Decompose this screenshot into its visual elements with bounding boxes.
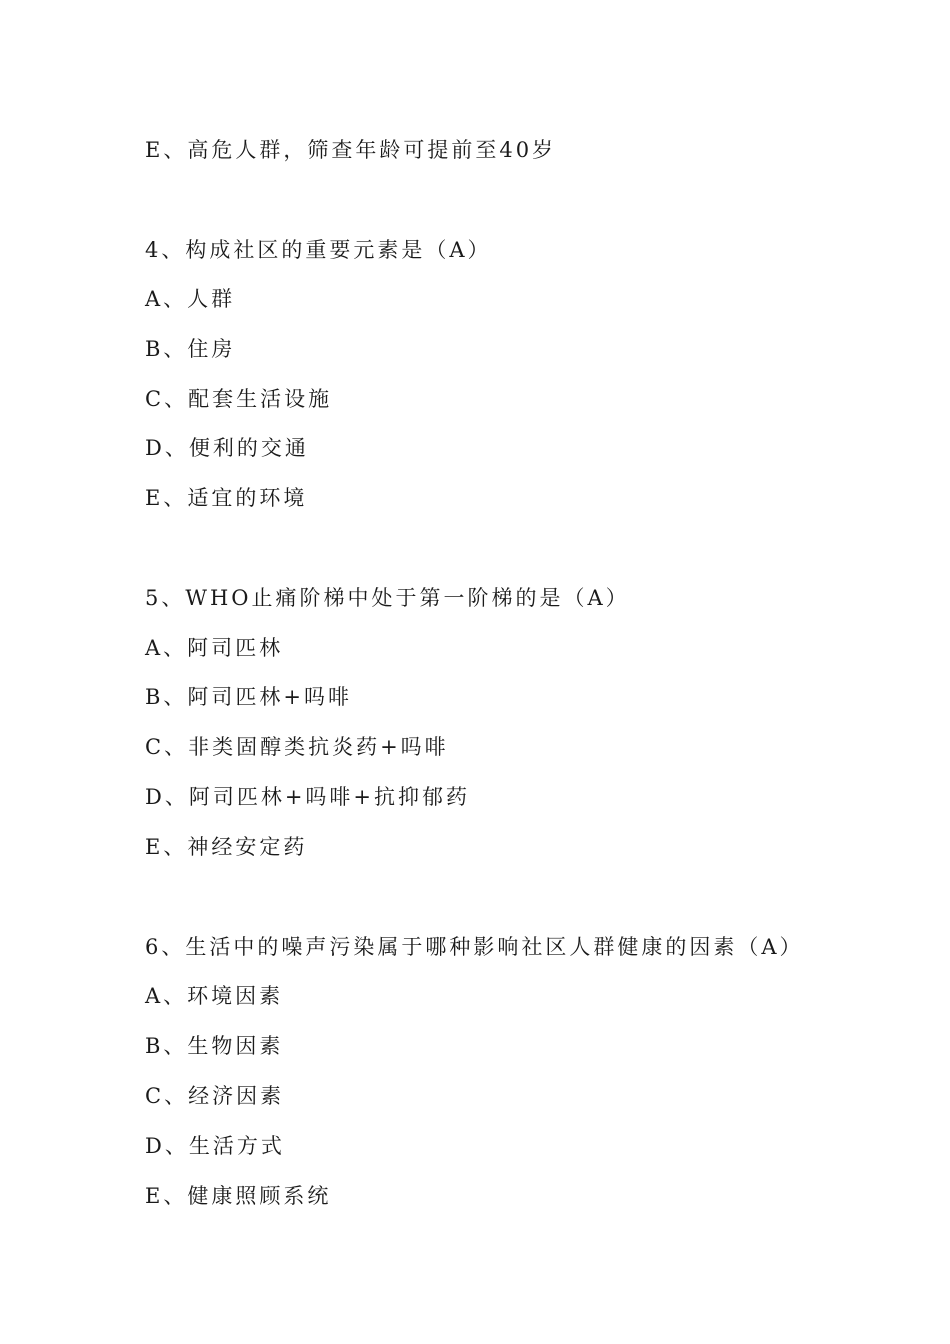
q6-option-b: B、生物因素 [145, 1034, 284, 1058]
q5-option-c: C、非类固醇类抗炎药+吗啡 [145, 735, 449, 759]
q5-option-e: E、神经安定药 [145, 835, 308, 859]
q4-option-c: C、配套生活设施 [145, 387, 333, 411]
q6-option-e: E、健康照顾系统 [145, 1184, 332, 1208]
q6-option-a: A、环境因素 [145, 984, 284, 1008]
q5-option-b: B、阿司匹林+吗啡 [145, 685, 353, 709]
q6-option-d: D、生活方式 [145, 1134, 285, 1158]
q5-question: 5、WHO止痛阶梯中处于第一阶梯的是（A） [145, 586, 630, 610]
q4-option-e: E、适宜的环境 [145, 486, 308, 510]
q6-question: 6、生活中的噪声污染属于哪种影响社区人群健康的因素（A） [145, 935, 804, 959]
q5-option-d: D、阿司匹林+吗啡+抗抑郁药 [145, 785, 471, 809]
q4-option-d: D、便利的交通 [145, 436, 309, 460]
q4-option-a: A、人群 [145, 287, 236, 311]
q4-question: 4、构成社区的重要元素是（A） [145, 238, 492, 262]
q5-option-a: A、阿司匹林 [145, 636, 284, 660]
q4-option-b: B、住房 [145, 337, 236, 361]
q3-option-e: E、高危人群，筛查年龄可提前至40岁 [145, 138, 557, 162]
q6-option-c: C、经济因素 [145, 1084, 285, 1108]
